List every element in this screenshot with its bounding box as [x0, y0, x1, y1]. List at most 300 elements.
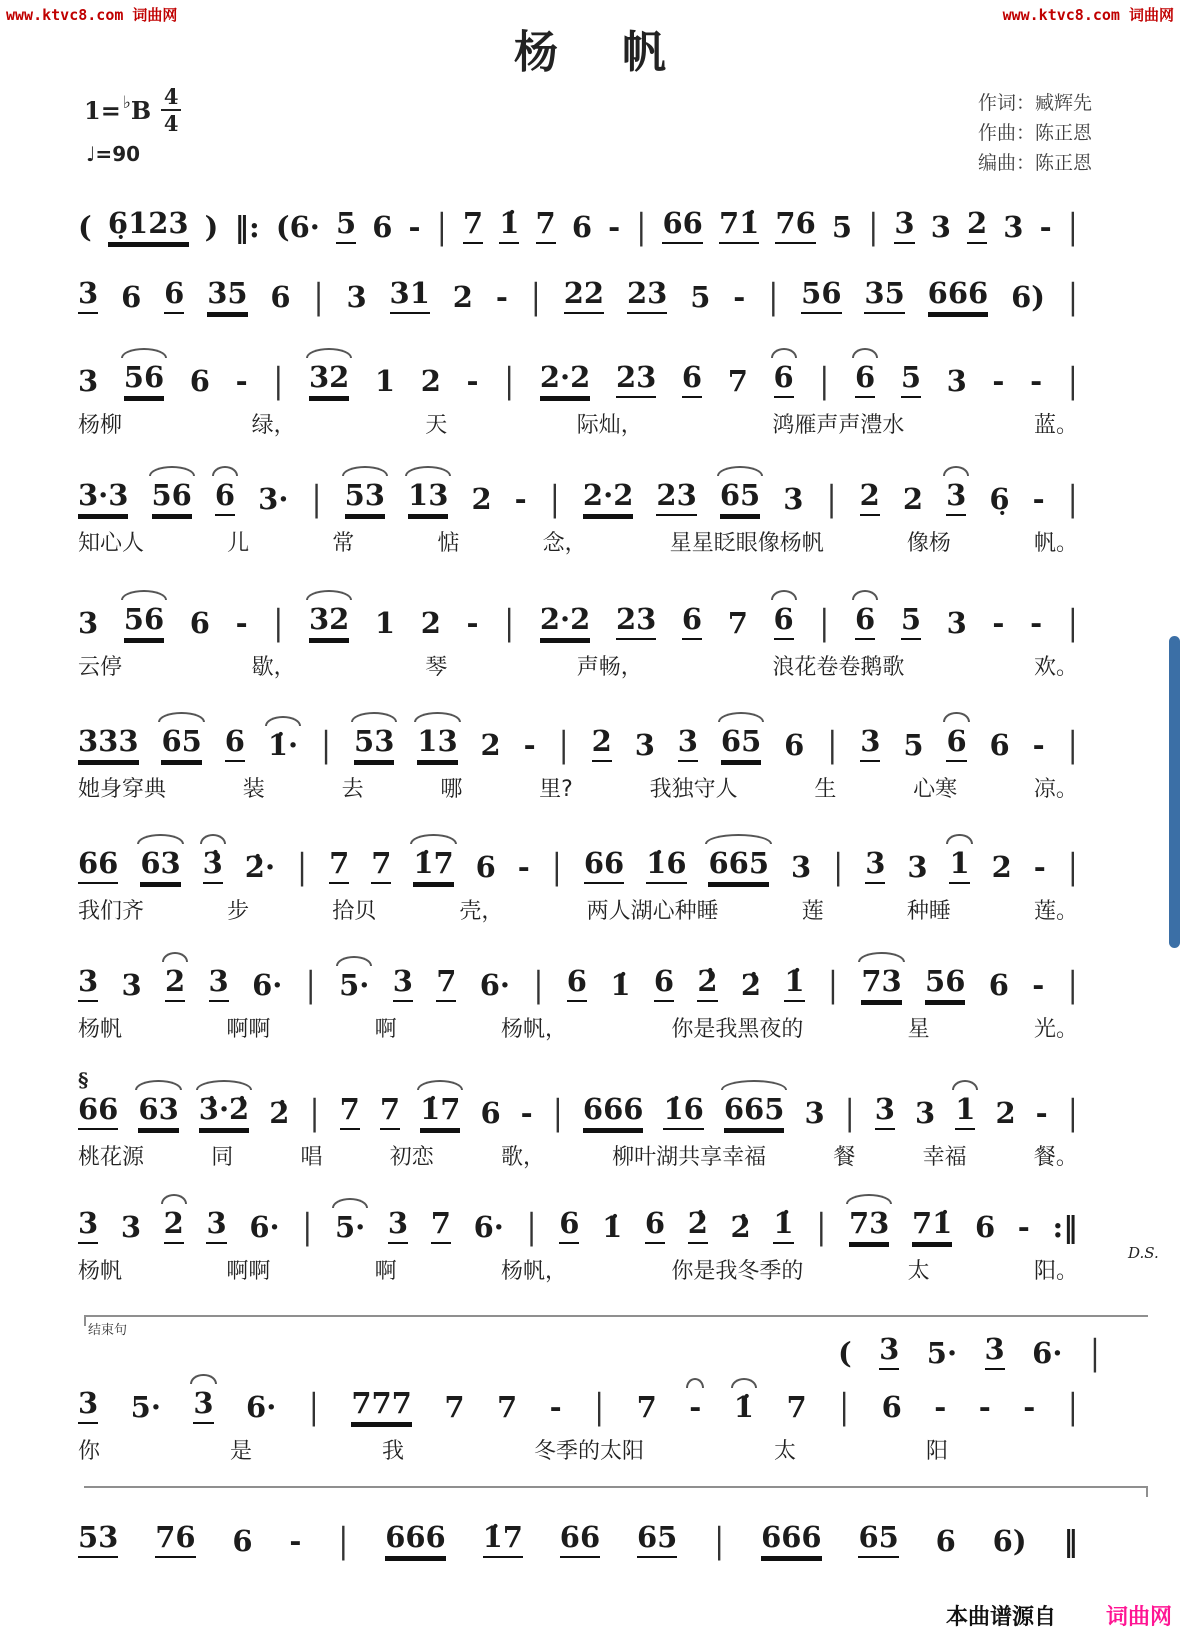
note-token: 66 — [584, 848, 624, 884]
notes-row — [78, 948, 1078, 1006]
barline: | — [1089, 1333, 1100, 1374]
notes-row — [78, 344, 1078, 402]
note-token: 1 — [955, 1094, 975, 1130]
note-token: 3 — [915, 1096, 936, 1131]
note-token: 3 — [78, 1208, 98, 1244]
lyric-word: 知心人 — [78, 531, 145, 556]
barline: | — [1067, 603, 1078, 644]
note-token: 6 — [654, 966, 674, 1002]
note-token: 7 — [436, 966, 456, 1002]
note-token: 65 — [858, 1522, 898, 1558]
note-token: 3 — [946, 364, 967, 399]
note-token: 6 — [774, 604, 794, 640]
note-token: 3 — [865, 848, 885, 884]
note-token: 2 — [420, 606, 441, 641]
note-token: 65 — [637, 1522, 677, 1558]
notation-line — [78, 586, 1078, 681]
lyric-word: 柳叶湖共享幸福 — [612, 1145, 767, 1170]
lyric-word: 装 — [242, 777, 265, 802]
barline: | — [308, 1387, 319, 1428]
note-token: 2̇ — [688, 1208, 708, 1244]
lyric-word: 星 — [907, 1017, 930, 1042]
barline: | — [636, 207, 647, 248]
lyric-word: 初恋 — [389, 1145, 434, 1170]
note-token: 1̇ — [499, 208, 519, 244]
barline: | — [1067, 1093, 1078, 1134]
note-token: 3 — [634, 728, 655, 763]
barline: | — [297, 847, 308, 888]
barline: | — [816, 1207, 827, 1248]
note-token: 777 — [351, 1388, 412, 1424]
note-token: 73 — [861, 966, 901, 1002]
lyric-word: 我独守人 — [649, 777, 738, 802]
note-token: ‖: — [234, 210, 260, 245]
barline: | — [827, 965, 838, 1006]
note-token: 56 — [152, 480, 192, 516]
note-token: 2·2 — [583, 480, 633, 516]
scrollbar-thumb[interactable] — [1169, 636, 1180, 948]
note-token: 56 — [925, 966, 965, 1002]
note-token: 6̣ — [989, 482, 1010, 517]
barline: | — [551, 847, 562, 888]
note-token: 6̣123 — [108, 208, 189, 244]
note-token: 7 — [496, 1390, 518, 1425]
note-token: 1̇6 — [646, 848, 686, 884]
notation-line — [78, 1370, 1078, 1465]
lyric-word: 帆。 — [1033, 531, 1078, 556]
note-token: 7 — [636, 1390, 657, 1425]
note-token: 3 — [985, 1334, 1005, 1370]
note-token: 5 — [831, 210, 853, 245]
lyric-word: 莲。 — [1033, 899, 1078, 924]
note-token: 6 — [645, 1208, 665, 1244]
note-token: 666 — [583, 1094, 644, 1130]
lyric-word: 云停 — [78, 655, 123, 680]
lyric-word: 拾贝 — [332, 899, 377, 924]
notation-line — [78, 260, 1078, 318]
note-token: 2̇ — [269, 1096, 290, 1131]
lyrics-line — [78, 408, 1078, 439]
note-token: 2 — [471, 482, 492, 517]
barline: | — [1067, 207, 1078, 248]
note-token: 2̇ — [697, 966, 717, 1002]
lyric-word: 蓝。 — [1033, 413, 1078, 438]
lyric-word: 阳。 — [1033, 1259, 1078, 1284]
note-token: 6 — [270, 280, 291, 315]
note-token: 7 — [431, 1208, 451, 1244]
note-token: ( — [78, 210, 92, 245]
lyric-word: 声畅， — [576, 655, 643, 680]
note-token: 1̇7 — [413, 848, 453, 884]
barline: | — [530, 277, 541, 318]
note-token: 6 — [682, 604, 702, 640]
note-token: 32 — [309, 604, 349, 640]
note-token: 56 — [124, 604, 164, 640]
lyric-word: 儿 — [227, 531, 250, 556]
lyric-word: 琴 — [425, 655, 448, 680]
composer-credit: 作曲：陈正恩 — [977, 122, 1092, 144]
note-token: ‖ — [1063, 1524, 1078, 1559]
note-token: - — [549, 1390, 562, 1425]
note-token: 3 — [879, 1334, 899, 1370]
note-token: 1̇ — [784, 966, 804, 1002]
note-token: 22 — [564, 278, 604, 314]
note-token: 6 — [121, 280, 142, 315]
lyric-word: 里? — [539, 777, 573, 802]
notation-line — [78, 948, 1078, 1043]
note-token: 7 — [380, 1094, 400, 1130]
barline: | — [533, 965, 544, 1006]
note-token: 5 — [336, 208, 356, 244]
note-token: 5 — [901, 362, 921, 398]
barline: | — [1067, 1387, 1078, 1428]
barline: | — [552, 1093, 563, 1134]
note-token: 66 — [560, 1522, 600, 1558]
note-token: 65 — [721, 726, 761, 762]
note-token: ) — [204, 210, 219, 245]
note-token: - — [934, 1390, 947, 1425]
lyric-word: 种睡 — [906, 899, 951, 924]
note-token: ( — [838, 1336, 852, 1370]
note-token: - — [520, 1096, 533, 1131]
note-token: 1̇6 — [663, 1094, 703, 1130]
note-token: 23 — [616, 362, 656, 398]
note-token: - — [608, 210, 621, 245]
note-token: 3 — [946, 606, 967, 641]
lyric-word: 浪花卷卷鹅歌 — [772, 655, 905, 680]
notation-line — [78, 190, 1078, 248]
lyric-word: 天 — [425, 413, 448, 438]
lyric-word: 她身穿典 — [78, 777, 167, 802]
note-token: 23 — [616, 604, 656, 640]
note-token: 66 — [662, 208, 702, 244]
lyric-word: 是 — [230, 1439, 253, 1464]
ending-bracket — [84, 1315, 1148, 1338]
note-token: 35 — [864, 278, 904, 314]
note-token: 66 — [78, 848, 118, 884]
barline: | — [594, 1387, 605, 1428]
note-token: 3·3 — [78, 480, 128, 516]
note-token: 71̇ — [719, 208, 759, 244]
barline: | — [504, 361, 515, 402]
note-token: 3 — [894, 208, 914, 244]
note-token: 3̇ — [203, 848, 223, 884]
note-token: 6 — [164, 278, 184, 314]
note-token: - — [689, 1390, 702, 1425]
note-token: 3̇·2̇ — [199, 1094, 249, 1130]
note-token: 6 — [480, 1096, 501, 1131]
note-token: 73 — [849, 1208, 889, 1244]
note-token: 3 — [206, 1208, 226, 1244]
note-token: 1̇· — [267, 728, 299, 763]
note-token: 6 — [232, 1524, 253, 1559]
note-token: 665 — [708, 848, 769, 884]
note-token: 6· — [473, 1210, 504, 1245]
note-token: 6) — [1011, 280, 1045, 315]
note-token: 6· — [246, 1390, 277, 1425]
note-token: 2 — [592, 726, 612, 762]
lyric-word: 杨柳 — [78, 413, 123, 438]
note-token: 7 — [340, 1094, 360, 1130]
note-token: 2 — [420, 364, 441, 399]
note-token: 2·2 — [540, 362, 590, 398]
lyric-word: 鸿雁声声澧水 — [772, 413, 905, 438]
lyrics-line — [78, 772, 1078, 803]
note-token: 13 — [417, 726, 457, 762]
note-token: 56 — [801, 278, 841, 314]
lyric-word: 际灿， — [576, 413, 643, 438]
arranger-credit: 编曲：陈正恩 — [977, 152, 1092, 174]
note-token: - — [514, 482, 527, 517]
note-token: 35 — [207, 278, 247, 314]
song-title: 杨帆 — [514, 27, 730, 78]
barline: | — [504, 603, 515, 644]
barline: | — [844, 1093, 855, 1134]
lyric-word: 杨帆， — [500, 1259, 567, 1284]
lyric-word: 欢。 — [1033, 655, 1078, 680]
note-token: 7 — [329, 848, 349, 884]
note-token: 63 — [140, 848, 180, 884]
barline: | — [819, 603, 830, 644]
note-token: - — [517, 850, 530, 885]
note-token: 76 — [155, 1522, 195, 1558]
note-token: 6 — [475, 850, 496, 885]
note-token: - — [1035, 1096, 1048, 1131]
note-token: 6 — [988, 968, 1009, 1003]
note-token: 666 — [761, 1522, 822, 1558]
lyric-word: 凉。 — [1033, 777, 1078, 802]
note-token: - — [466, 364, 479, 399]
note-token: 3 — [946, 480, 966, 516]
barline: | — [302, 1207, 313, 1248]
note-token: 3 — [790, 850, 812, 885]
barline: | — [311, 479, 322, 520]
note-token: 3 — [78, 606, 99, 641]
lyric-word: 你 — [78, 1439, 101, 1464]
note-token: 3 — [907, 850, 928, 885]
lyric-word: 你是我黑夜的 — [671, 1017, 804, 1042]
note-token: 2̇· — [244, 850, 276, 885]
note-token: 65 — [161, 726, 201, 762]
note-token: 5 — [690, 280, 711, 315]
barline: | — [558, 725, 569, 766]
notation-line — [78, 1504, 1078, 1562]
note-token: 1̇ — [602, 1210, 623, 1245]
lyric-word: 像杨 — [906, 531, 951, 556]
lyric-word: 阳 — [926, 1439, 949, 1464]
note-token: 7 — [444, 1390, 465, 1425]
barline: | — [1067, 725, 1078, 766]
barline: | — [714, 1521, 725, 1562]
lyrics-line — [78, 1140, 1078, 1171]
note-token: 2 — [480, 728, 501, 763]
note-token: 6· — [252, 968, 283, 1003]
note-token: 7 — [786, 1390, 807, 1425]
note-token: 65 — [720, 480, 760, 516]
note-token: 2 — [164, 1208, 184, 1244]
lyric-word: 生 — [814, 777, 837, 802]
notes-row — [78, 190, 1078, 248]
notes-row — [78, 1504, 1078, 1562]
note-token: 56 — [124, 362, 164, 398]
notes-row — [78, 1076, 1078, 1134]
lyric-word: 幸福 — [922, 1145, 967, 1170]
note-token: 666 — [928, 278, 989, 314]
note-token: 53 — [78, 1522, 118, 1558]
note-token: 3 — [804, 1096, 825, 1131]
note-token: 3 — [78, 966, 98, 1002]
note-token: 2 — [165, 966, 185, 1002]
note-token: 6 — [567, 966, 587, 1002]
barline: | — [273, 361, 284, 402]
note-token: 6· — [1032, 1336, 1063, 1370]
notation-line — [78, 344, 1078, 439]
note-token: - — [1030, 364, 1043, 399]
note-token: 7 — [727, 606, 748, 641]
note-token: - — [1033, 850, 1046, 885]
note-token: 53 — [345, 480, 385, 516]
ending-label: 结束句 — [88, 1323, 128, 1338]
note-token: - — [733, 280, 746, 315]
lyric-word: 唱 — [300, 1145, 323, 1170]
lyric-word: 哪 — [440, 777, 463, 802]
lyric-word: 杨帆 — [78, 1017, 123, 1042]
lyric-word: 你是我冬季的 — [671, 1259, 804, 1284]
note-token: - — [466, 606, 479, 641]
note-token: - — [408, 210, 421, 245]
note-token: 6 — [189, 364, 210, 399]
lyric-word: 餐 — [833, 1145, 856, 1170]
note-token: 3 — [860, 726, 880, 762]
footer — [0, 1600, 1172, 1631]
note-token: 76 — [775, 208, 815, 244]
note-token: 32 — [309, 362, 349, 398]
note-token: 6 — [974, 1210, 996, 1245]
note-token: 6 — [774, 362, 794, 398]
lyrics-line — [78, 1012, 1078, 1043]
note-token: 3 — [783, 482, 804, 517]
flat-sign-icon: ♭ — [122, 93, 131, 113]
note-token: 3 — [209, 966, 229, 1002]
notes-row — [78, 1370, 1078, 1428]
note-token: - — [523, 728, 536, 763]
notes-row — [78, 462, 1078, 520]
note-token: 2·2 — [540, 604, 590, 640]
note-token: 23 — [656, 480, 696, 516]
note-token: - — [1032, 482, 1045, 517]
note-token: 6 — [989, 728, 1010, 763]
note-token: 23 — [627, 278, 667, 314]
note-token: - — [992, 606, 1005, 641]
note-token: 5· — [926, 1336, 958, 1370]
lyric-word: 心寒 — [913, 777, 958, 802]
note-token: 6 — [189, 606, 210, 641]
note-token: - — [1030, 606, 1043, 641]
note-token: 6 — [372, 210, 393, 245]
note-token: 63 — [138, 1094, 178, 1130]
note-token: 2 — [995, 1096, 1016, 1131]
lyric-word: 太 — [774, 1439, 797, 1464]
note-token: (6· — [275, 210, 320, 245]
lyric-word: 餐。 — [1033, 1145, 1078, 1170]
note-token: 6· — [249, 1210, 280, 1245]
lyric-word: 壳， — [459, 899, 504, 924]
note-token: 6 — [855, 604, 875, 640]
note-token: 31 — [390, 278, 430, 314]
lyric-word: 桃花源 — [78, 1145, 145, 1170]
note-token: 3 — [875, 1094, 895, 1130]
barline: | — [321, 725, 332, 766]
notes-row — [78, 260, 1078, 318]
note-token: 333 — [78, 726, 139, 762]
ds-marking: D.S. — [1128, 1244, 1159, 1262]
note-token: - — [235, 364, 248, 399]
lyrics-line — [78, 650, 1078, 681]
note-token: 2 — [452, 280, 473, 315]
note-token: 6 — [855, 362, 875, 398]
note-token: - — [1032, 728, 1045, 763]
pickup-measure — [838, 1332, 1100, 1374]
lyric-word: 歇， — [251, 655, 296, 680]
note-token: - — [978, 1390, 991, 1425]
lyric-word: 惦 — [437, 531, 460, 556]
note-token: 6 — [935, 1524, 956, 1559]
note-token: 1̇ — [733, 1390, 754, 1425]
notation-line — [78, 708, 1078, 803]
note-token: 3· — [258, 482, 289, 517]
note-token: - — [1032, 968, 1045, 1003]
note-token: 2 — [991, 850, 1012, 885]
note-token: 6 — [784, 728, 805, 763]
lyrics-line — [78, 526, 1078, 557]
note-token: 2̇ — [730, 1210, 751, 1245]
note-token: 7 — [536, 208, 556, 244]
notes-row — [78, 708, 1078, 766]
note-token: 1̇7 — [483, 1522, 523, 1558]
barline: | — [305, 965, 316, 1006]
time-signature — [161, 86, 181, 134]
note-token: - — [235, 606, 248, 641]
lyric-word: 太 — [907, 1259, 930, 1284]
barline: | — [833, 847, 844, 888]
note-token: 3 — [193, 1388, 213, 1424]
note-token: 665 — [724, 1094, 785, 1130]
notes-row — [78, 586, 1078, 644]
note-token: 6) — [992, 1524, 1027, 1559]
note-token: 3 — [346, 280, 367, 315]
footer-site-name: 词曲网 — [1105, 1605, 1172, 1630]
note-token: 1̇7 — [420, 1094, 460, 1130]
key-letter: B — [130, 95, 152, 125]
note-token: 3 — [78, 278, 98, 314]
note-token: 6 — [215, 480, 235, 516]
lyric-word: 我们齐 — [78, 899, 145, 924]
note-token: 6 — [225, 726, 245, 762]
note-token: 5· — [130, 1390, 161, 1425]
lyricist-credit: 作词：臧辉先 — [977, 92, 1092, 114]
barline: | — [768, 277, 779, 318]
note-token: 666 — [385, 1522, 446, 1558]
lyric-word: 杨帆 — [78, 1259, 123, 1284]
note-token: 7 — [463, 208, 483, 244]
lyrics-line — [78, 894, 1078, 925]
note-token: 3 — [393, 966, 413, 1002]
notes-row — [78, 1190, 1078, 1248]
barline: | — [309, 1093, 320, 1134]
segno-sign-icon: § — [78, 1068, 89, 1092]
lyric-word: 绿， — [251, 413, 296, 438]
note-token: 6 — [682, 362, 702, 398]
